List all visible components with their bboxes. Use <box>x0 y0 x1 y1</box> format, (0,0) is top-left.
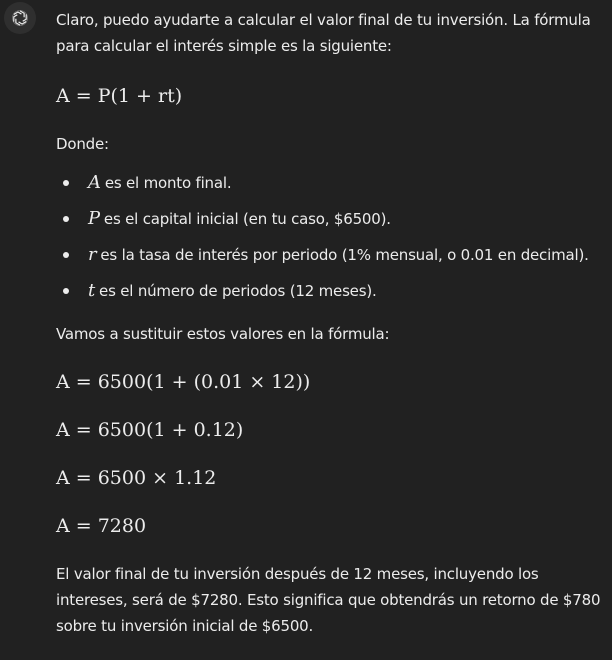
intro-paragraph: Claro, puedo ayudarte a calcular el valor final de tu inversión. La fórmula para calcular el interés simple es la siguiente: <box>56 11 591 55</box>
definition-symbol: t <box>88 280 96 301</box>
equation-step-3: A = 6500 × 1.12 <box>56 467 217 489</box>
bullet-icon <box>63 252 69 258</box>
definition-symbol: A <box>88 172 101 193</box>
assistant-avatar <box>4 2 36 34</box>
list-item <box>56 165 604 201</box>
bullet-icon <box>63 180 69 186</box>
equation-step-4: A = 7280 <box>56 515 147 537</box>
formula: A = P(1 + rt) <box>56 85 183 107</box>
equation-step-2: A = 6500(1 + 0.12) <box>56 419 244 441</box>
openai-logo-icon <box>9 7 31 29</box>
definition-text: es el número de periodos (12 meses). <box>99 282 377 300</box>
donde-label: Donde: <box>56 135 109 153</box>
conclusion-paragraph: El valor final de tu inversión después de 12 meses, incluyendo los intereses, será de $7280. Esto significa que obtendrás un retorno de $780 sobre tu inversión inicial de $6500. <box>56 565 601 635</box>
definition-text: es la tasa de interés por periodo (1% mensual, o 0.01 en decimal). <box>100 246 589 264</box>
definition-text: es el capital inicial (en tu caso, $6500). <box>103 210 391 228</box>
definition-symbol: P <box>88 208 100 229</box>
assistant-message <box>56 7 604 639</box>
bullet-icon <box>63 288 69 294</box>
list-item <box>56 237 604 273</box>
definition-text: es el monto final. <box>104 174 232 192</box>
substitute-intro: Vamos a sustituir estos valores en la fórmula: <box>56 325 390 343</box>
list-item <box>56 201 604 237</box>
bullet-icon <box>63 216 69 222</box>
definition-symbol: r <box>88 244 97 265</box>
equation-step-1: A = 6500(1 + (0.01 × 12)) <box>56 371 311 393</box>
definitions-list <box>56 165 604 309</box>
list-item <box>56 273 604 309</box>
